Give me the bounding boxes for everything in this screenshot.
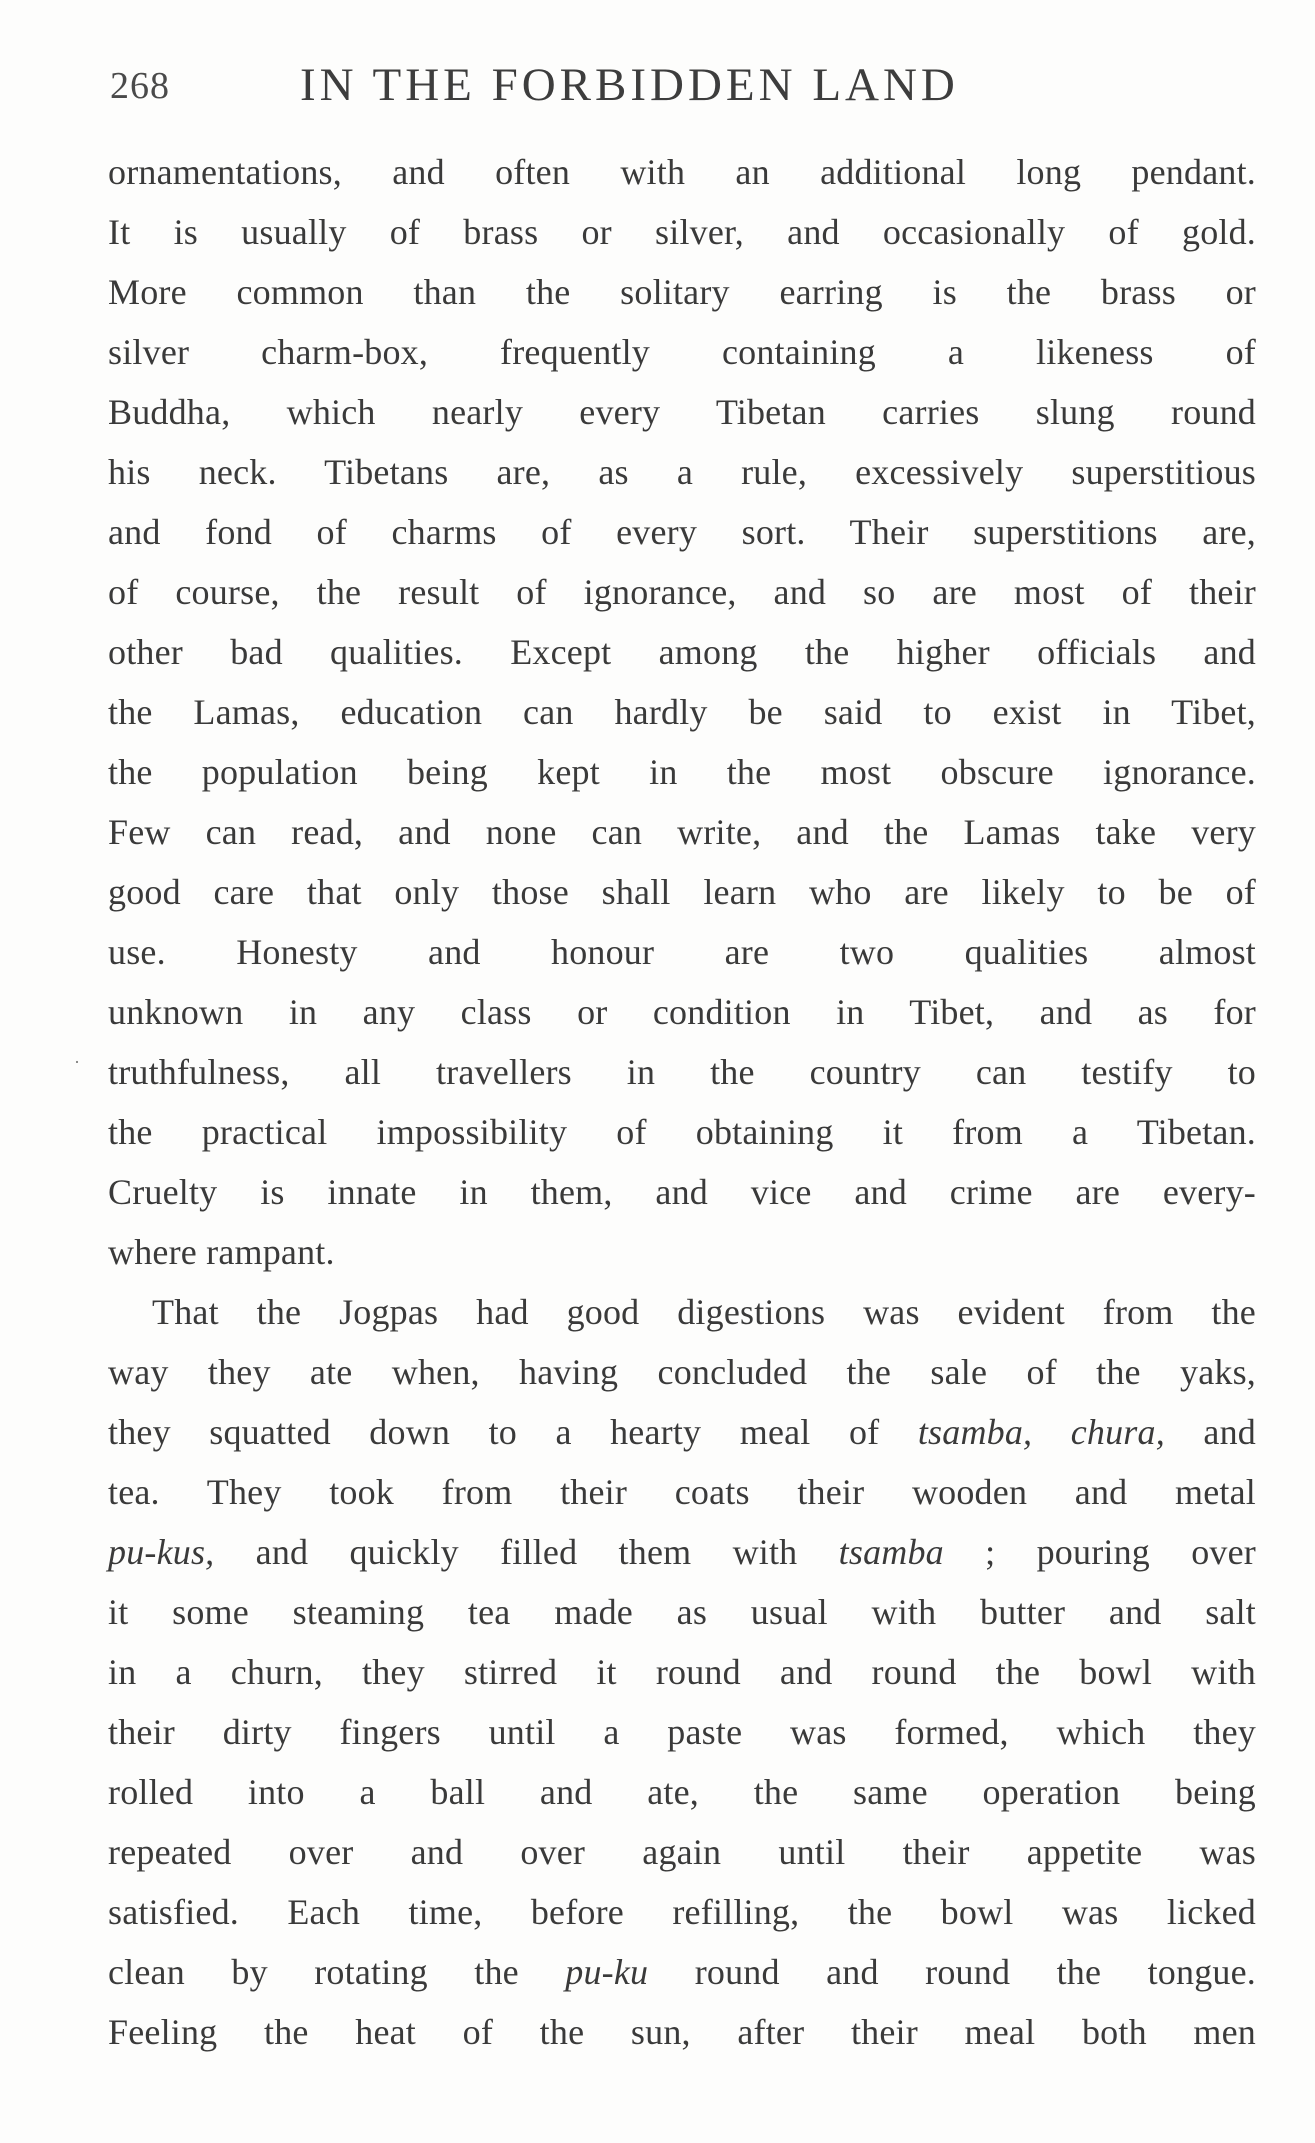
text-segment: where rampant. [108, 1232, 335, 1272]
text-segment: It is usually of brass or silver, and occasionally of gold. [108, 212, 1256, 252]
text-line [108, 1642, 1256, 1702]
text-line [108, 1102, 1256, 1162]
running-head [110, 58, 1250, 118]
text-line [108, 1582, 1256, 1642]
italic-term: pu-ku [565, 1952, 649, 1992]
text-line [108, 262, 1256, 322]
text-line [108, 862, 1256, 922]
text-segment: of course, the result of ignorance, and so are most of their [108, 572, 1256, 612]
text-line [108, 1402, 1256, 1462]
text-segment: and [1164, 1412, 1256, 1452]
text-segment: silver charm-box, frequently containing a likeness of [108, 332, 1256, 372]
text-segment: his neck. Tibetans are, as a rule, excessively superstitious [108, 452, 1256, 492]
text-line [108, 2002, 1256, 2062]
text-segment: That the Jogpas had good digestions was evident from the [152, 1292, 1256, 1332]
text-segment: Buddha, which nearly every Tibetan carries slung round [108, 392, 1256, 432]
text-segment: Few can read, and none can write, and the Lamas take very [108, 812, 1256, 852]
text-line [108, 1222, 1256, 1282]
text-line [108, 1162, 1256, 1222]
text-segment: way they ate when, having concluded the sale of the yaks, [108, 1352, 1256, 1392]
text-line [108, 442, 1256, 502]
text-segment: the Lamas, education can hardly be said to exist in Tibet, [108, 692, 1256, 732]
text-segment: tea. They took from their coats their wooden and metal [108, 1472, 1256, 1512]
text-line [108, 922, 1256, 982]
text-segment: and fond of charms of every sort. Their superstitions are, [108, 512, 1256, 552]
text-segment: satisfied. Each time, before refilling, the bowl was licked [108, 1892, 1256, 1932]
text-line [108, 742, 1256, 802]
italic-term: tsamba, chura, [917, 1412, 1165, 1452]
text-line [108, 1762, 1256, 1822]
text-line [108, 1462, 1256, 1522]
text-segment: More common than the solitary earring is the brass or [108, 272, 1256, 312]
text-line [108, 1942, 1256, 2002]
body-text [108, 142, 1256, 2062]
text-segment: ; pouring over [943, 1532, 1257, 1572]
text-segment: in a churn, they stirred it round and round the bowl with [108, 1652, 1256, 1692]
text-segment: Feeling the heat of the sun, after their meal both men [108, 2012, 1256, 2052]
text-segment: ornamentations, and often with an additional long pendant. [108, 152, 1256, 192]
italic-term: tsamba [838, 1532, 944, 1572]
book-title: IN THE FORBIDDEN LAND [300, 59, 959, 111]
text-segment: rolled into a ball and ate, the same operation being [108, 1772, 1256, 1812]
text-segment: clean by rotating the [108, 1952, 566, 1992]
text-line [108, 142, 1256, 202]
text-segment: Cruelty is innate in them, and vice and crime are every- [108, 1172, 1256, 1212]
text-line [108, 562, 1256, 622]
text-line [108, 682, 1256, 742]
text-segment: the practical impossibility of obtaining it from a Tibetan. [108, 1112, 1256, 1152]
text-line [108, 1702, 1256, 1762]
text-line [108, 322, 1256, 382]
text-line [108, 1342, 1256, 1402]
text-segment: the population being kept in the most obscure ignorance. [108, 752, 1256, 792]
text-line [108, 982, 1256, 1042]
text-segment: repeated over and over again until their appetite was [108, 1832, 1256, 1872]
text-line [108, 1042, 1256, 1102]
italic-term: pu-kus, [108, 1532, 215, 1572]
text-line [108, 622, 1256, 682]
text-line [108, 1822, 1256, 1882]
text-segment: and quickly filled them with [214, 1532, 839, 1572]
text-segment: use. Honesty and honour are two qualities almost [108, 932, 1256, 972]
text-segment: their dirty fingers until a paste was formed, which they [108, 1712, 1256, 1752]
page-number: 268 [110, 65, 170, 107]
text-line [108, 1882, 1256, 1942]
text-segment: it some steaming tea made as usual with butter and salt [108, 1592, 1256, 1632]
text-line [108, 502, 1256, 562]
text-line [108, 1282, 1256, 1342]
text-line [108, 1522, 1256, 1582]
text-segment: unknown in any class or condition in Tibet, and as for [108, 992, 1256, 1032]
text-line [108, 802, 1256, 862]
margin-mark: · [74, 1052, 80, 1072]
text-segment: they squatted down to a hearty meal of [108, 1412, 918, 1452]
text-segment: other bad qualities. Except among the higher officials and [108, 632, 1256, 672]
text-segment: good care that only those shall learn who are likely to be of [108, 872, 1256, 912]
text-segment: truthfulness, all travellers in the country can testify to [108, 1052, 1256, 1092]
text-line [108, 202, 1256, 262]
text-line [108, 382, 1256, 442]
text-segment: round and round the tongue. [648, 1952, 1256, 1992]
